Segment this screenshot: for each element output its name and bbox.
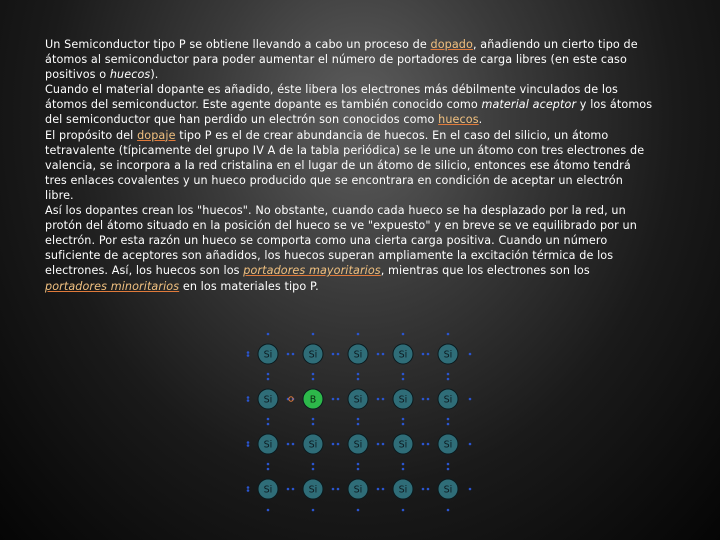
electron-dot xyxy=(357,468,360,471)
electron-dot xyxy=(267,463,270,466)
electron-dot xyxy=(427,353,430,356)
text-run: . xyxy=(478,113,483,127)
electron-dot xyxy=(312,378,315,381)
electron-dot xyxy=(382,398,385,401)
electron-dot xyxy=(422,353,425,356)
electron-dot xyxy=(447,418,450,421)
electron-dot xyxy=(427,488,430,491)
atom-label: Si xyxy=(353,484,363,496)
electron-dot xyxy=(247,354,250,357)
electron-dot xyxy=(267,509,270,512)
electron-dot xyxy=(402,463,405,466)
text-run: ). xyxy=(150,68,159,82)
italic-text: huecos xyxy=(109,68,151,82)
electron-dot xyxy=(447,373,450,376)
electron-dot xyxy=(337,488,340,491)
text-run: en los materiales tipo P. xyxy=(179,279,319,293)
atom-label: Si xyxy=(263,349,273,361)
electron-dot xyxy=(469,443,472,446)
electron-dot xyxy=(247,444,250,447)
text-run: , mientras que los electrones son los xyxy=(380,264,590,278)
atom-label: Si xyxy=(398,484,408,496)
electron-dot xyxy=(422,488,425,491)
electron-dot xyxy=(427,398,430,401)
atom-label: B xyxy=(309,394,317,406)
atom-label: Si xyxy=(443,349,453,361)
electron-dot xyxy=(382,443,385,446)
electron-dot xyxy=(447,463,450,466)
electron-dot xyxy=(377,443,380,446)
electron-dot xyxy=(287,488,290,491)
electron-dot xyxy=(312,509,315,512)
electron-dot xyxy=(382,488,385,491)
electron-dot xyxy=(402,373,405,376)
atom-label: Si xyxy=(308,484,318,496)
electron-dot xyxy=(292,353,295,356)
atom-label: Si xyxy=(443,439,453,451)
electron-dot xyxy=(469,398,472,401)
electron-dot xyxy=(357,333,360,336)
electron-dot xyxy=(312,373,315,376)
electron-dot xyxy=(337,353,340,356)
text-run: El propósito del xyxy=(45,128,138,142)
electron-dot xyxy=(332,398,335,401)
electron-dot xyxy=(357,509,360,512)
electron-dot xyxy=(267,373,270,376)
electron-dot xyxy=(447,378,450,381)
electron-dot xyxy=(469,353,472,356)
text-run: Un Semiconductor tipo P se obtiene llevando a cabo un proceso de xyxy=(45,38,431,51)
electron-dot xyxy=(247,441,250,444)
text-run: tipo P es el de crear abundancia de huecos. En el caso del silicio, un átomo tetravalente (típicamente del grupo IV A de la tabla periódica) se le une un átomo con tres electrones de valencia, se incorpora a la red cristalina en el lugar de un átomo de silicio, entonces ese átomo tendrá tres enlaces covalentes y un hueco producido que se encontrara en condición de aceptar un electrón libre. xyxy=(45,128,645,202)
electron-dot xyxy=(357,373,360,376)
inline-link[interactable]: dopado xyxy=(430,38,473,51)
atom-label: Si xyxy=(263,439,273,451)
atom-label: Si xyxy=(263,484,273,496)
atom-label: Si xyxy=(353,349,363,361)
electron-dot xyxy=(357,378,360,381)
electron-dot xyxy=(447,333,450,336)
inline-link[interactable]: portadores mayoritarios xyxy=(243,264,381,278)
electron-dot xyxy=(312,333,315,336)
atom-label: Si xyxy=(443,484,453,496)
electron-dot xyxy=(247,486,250,489)
text-run: y los átomos del semiconductor que han perdido un electrón son conocidos como xyxy=(45,98,653,127)
electron-dot xyxy=(402,468,405,471)
text-run: Así los dopantes crean los "huecos". No obstante, cuando cada hueco se ha desplazado por la red, un protón del átomo situado en la posición del hueco se ve "expuesto" y en breve se ve equilibrado por un electrón. Por esta razón un hueco se comporta como una cierta carga positiva. Cuando un número suficiente de aceptores son añadidos, los huecos superan ampliamente la excitación térmica de los electrones. Así, los huecos son los xyxy=(45,204,637,278)
electron-dot xyxy=(422,398,425,401)
electron-dot xyxy=(427,443,430,446)
electron-dot xyxy=(357,418,360,421)
electron-dot xyxy=(312,418,315,421)
electron-dot xyxy=(312,423,315,426)
electron-dot xyxy=(332,443,335,446)
electron-dot xyxy=(292,488,295,491)
atom-label: Si xyxy=(263,394,273,406)
italic-text: material aceptor xyxy=(481,98,577,112)
electron-dot xyxy=(447,423,450,426)
electron-dot xyxy=(357,423,360,426)
electron-dot xyxy=(337,443,340,446)
electron-dot xyxy=(382,353,385,356)
electron-dot xyxy=(287,353,290,356)
electron-dot xyxy=(447,509,450,512)
electron-dot xyxy=(292,443,295,446)
electron-dot xyxy=(267,468,270,471)
atom-label: Si xyxy=(398,349,408,361)
electron-dot xyxy=(402,418,405,421)
electron-dot xyxy=(247,396,250,399)
electron-dot xyxy=(312,468,315,471)
electron-dot xyxy=(247,399,250,402)
electron-dot xyxy=(402,333,405,336)
electron-dot xyxy=(357,463,360,466)
electron-dot xyxy=(312,463,315,466)
atom-label: Si xyxy=(398,394,408,406)
electron-dot xyxy=(332,488,335,491)
electron-dot xyxy=(377,488,380,491)
electron-dot xyxy=(267,418,270,421)
electron-dot xyxy=(267,333,270,336)
electron-dot xyxy=(332,353,335,356)
electron-dot xyxy=(337,398,340,401)
electron-dot xyxy=(402,509,405,512)
electron-dot xyxy=(377,353,380,356)
electron-dot xyxy=(422,443,425,446)
electron-dot xyxy=(402,378,405,381)
electron-dot xyxy=(247,351,250,354)
electron-dot xyxy=(267,423,270,426)
inline-link[interactable]: dopaje xyxy=(137,128,176,142)
atom-label: Si xyxy=(398,439,408,451)
atom-label: Si xyxy=(353,439,363,451)
inline-link[interactable]: portadores minoritarios xyxy=(45,279,180,293)
electron-dot xyxy=(469,488,472,491)
inline-link[interactable]: huecos xyxy=(438,113,479,127)
atom-label: Si xyxy=(308,439,318,451)
electron-dot xyxy=(447,468,450,471)
atom-label: Si xyxy=(353,394,363,406)
electron-dot xyxy=(377,398,380,401)
atom-label: Si xyxy=(443,394,453,406)
electron-dot xyxy=(287,443,290,446)
atom-label: Si xyxy=(308,349,318,361)
text-run: Cuando el material dopante es añadido, éste libera los electrones más débilmente vinculados de los átomos del semiconductor. Este agente dopante es también conocido como xyxy=(45,83,618,112)
text-run: , añadiendo un cierto tipo de átomos al semiconductor para poder aumentar el número de portadores de carga libres (en este caso positivos o xyxy=(45,38,638,82)
electron-dot xyxy=(247,489,250,492)
electron-dot xyxy=(267,378,270,381)
electron-dot xyxy=(402,423,405,426)
